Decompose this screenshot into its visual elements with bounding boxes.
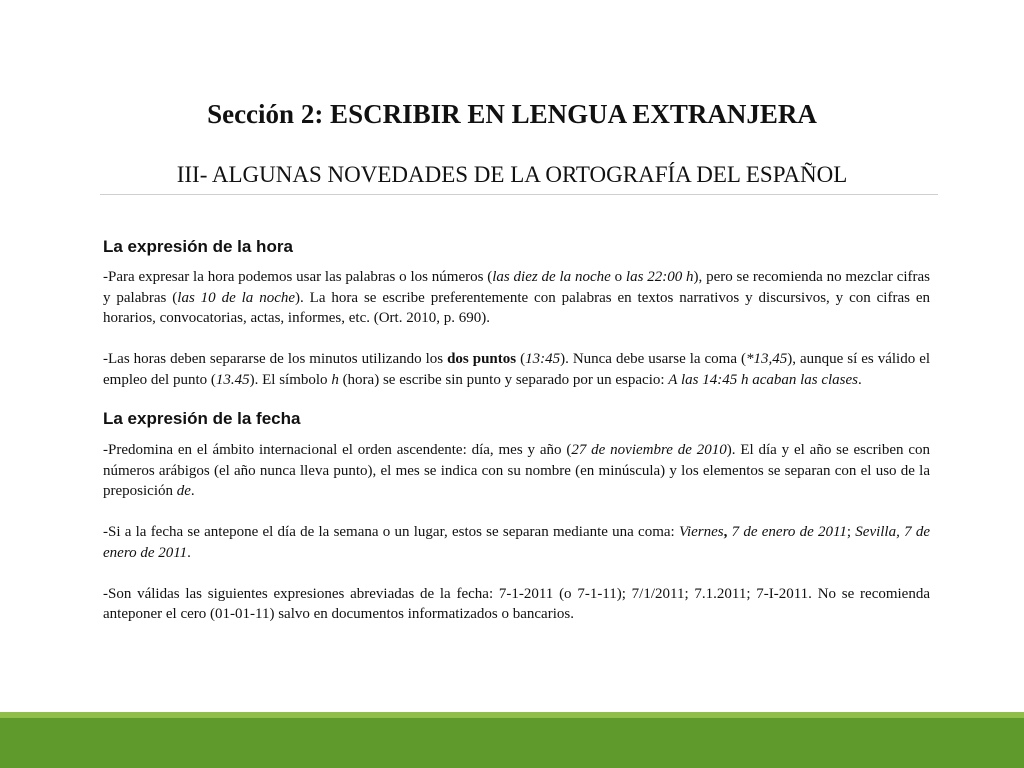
paragraph-fecha-3: -Son válidas las siguientes expresiones abreviadas de la fecha: 7-1-2011 (o 7-1-11); 7/1/2011; 7.1.2011; 7-I-2011. No se recomienda anteponer el cero (01-01-11) salvo en documentos informatizados o bancarios. <box>103 585 930 622</box>
paragraph-fecha-1: -Predomina en el ámbito internacional el orden ascendente: día, mes y año (27 de noviembre de 2010). El día y el año se escriben con números arábigos (el año nunca lleva punto), el mes se indica con su nombre (en minúscula) y los elementos se separan con el uso de la preposición de. <box>103 442 930 499</box>
section-heading-hora: La expresión de la hora <box>103 237 293 256</box>
paragraph-hora-1: -Para expresar la hora podemos usar las palabras o los números (las diez de la noche o las 22:00 h), pero se recomienda no mezclar cifras y palabras (las 10 de la noche). La hora se escribe preferentemente con palabras en textos narrativos y discursivos, y con cifras en horarios, convocatorias, actas, informes, etc. (Ort. 2010, p. 690). <box>103 269 931 326</box>
footer-accent-bar <box>0 718 1024 768</box>
title-divider <box>100 194 938 195</box>
paragraph-fecha-2: -Si a la fecha se antepone el día de la semana o un lugar, estos se separan mediante una coma: Viernes, 7 de enero de 2011; Sevilla, 7 de enero de 2011. <box>103 524 930 561</box>
slide-content <box>103 236 930 625</box>
section-heading-fecha: La expresión de la fecha <box>103 409 301 428</box>
slide-subtitle: III- ALGUNAS NOVEDADES DE LA ORTOGRAFÍA DEL ESPAÑOL <box>176 162 848 187</box>
slide-title: Sección 2: ESCRIBIR EN LENGUA EXTRANJERA <box>207 99 817 129</box>
paragraph-hora-2: -Las horas deben separarse de los minutos utilizando los dos puntos (13:45). Nunca debe usarse la coma (*13,45), aunque sí es válido el empleo del punto (13.45). El símbolo h (hora) se escribe sin punto y separado por un espacio: A las 14:45 h acaban las clases. <box>103 351 931 388</box>
